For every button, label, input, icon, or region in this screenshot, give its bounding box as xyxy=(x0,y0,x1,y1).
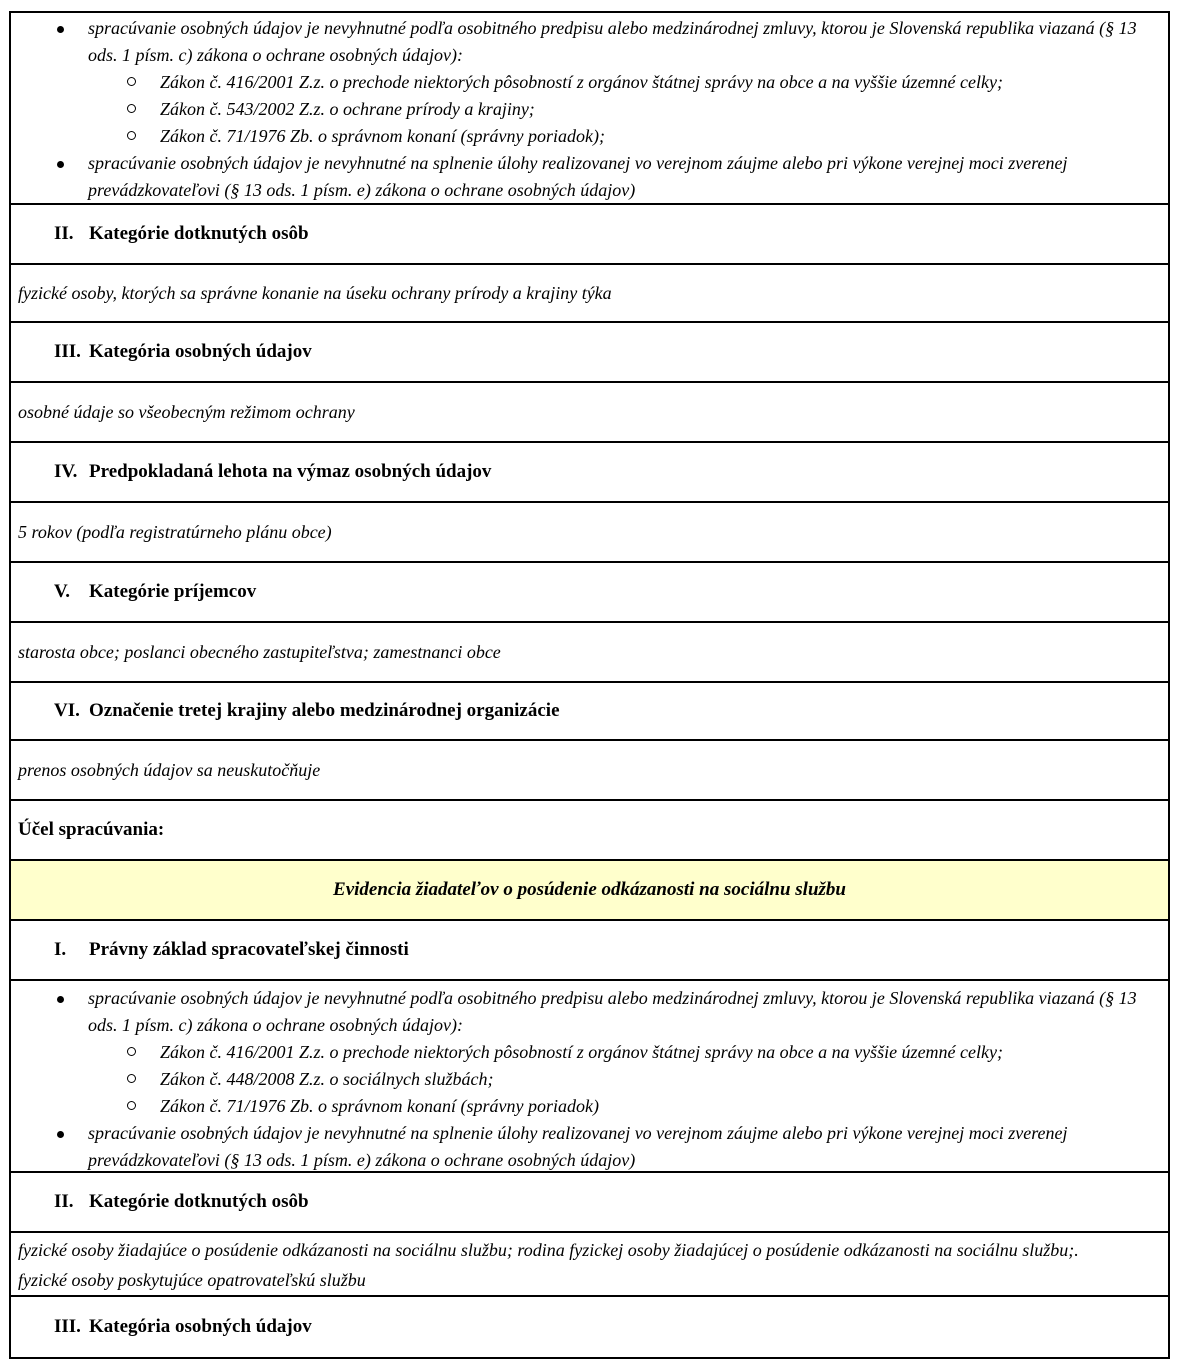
circle-bullet-icon xyxy=(127,1101,136,1110)
section-heading xyxy=(11,205,1168,265)
section-content: starosta obce; poslanci obecného zastupiteľstva; zamestnanci obce xyxy=(11,623,1168,683)
list-item xyxy=(11,1120,1168,1174)
section-heading xyxy=(11,683,1168,741)
bullet-icon xyxy=(57,26,64,33)
law-text: Zákon č. 543/2002 Z.z. o ochrane prírody a krajiny; xyxy=(160,99,535,119)
processing-records-table xyxy=(9,11,1170,1359)
section-content: fyzické osoby žiadajúce o posúdenie odkázanosti na sociálnu službu; rodina fyzickej osoby žiadajúcej o posúdenie odkázanosti na sociálnu službu;. fyzické osoby poskytujúce opatrovateľskú službu xyxy=(11,1233,1168,1297)
bullet-icon xyxy=(57,161,64,168)
section-title: Predpokladaná lehota na výmaz osobných údajov xyxy=(89,461,492,482)
list-item xyxy=(11,15,1168,69)
legal-basis-list xyxy=(11,13,1168,205)
list-item xyxy=(11,69,1168,96)
circle-bullet-icon xyxy=(127,104,136,113)
list-item xyxy=(11,150,1168,204)
section-title: Kategória osobných údajov xyxy=(89,1316,312,1337)
section-number: III. xyxy=(54,1316,81,1337)
section-title: Kategória osobných údajov xyxy=(89,341,312,362)
bullet-text: spracúvanie osobných údajov je nevyhnutné podľa osobitného predpisu alebo medzinárodnej zmluvy, ktorou je Slovenská republika viazaná (§ 13 ods. 1 písm. c) zákona o ochrane osobných údajov): xyxy=(88,18,1137,65)
section-heading xyxy=(11,563,1168,623)
bullet-text: spracúvanie osobných údajov je nevyhnutné na splnenie úlohy realizovanej vo verejnom záujme alebo pri výkone verejnej moci zverenej prevádzkovateľovi (§ 13 ods. 1 písm. e) zákona o ochrane osobných údajov) xyxy=(88,153,1068,200)
section-heading xyxy=(11,323,1168,383)
circle-bullet-icon xyxy=(127,1074,136,1083)
section-number: IV. xyxy=(54,461,78,482)
section-number: I. xyxy=(54,939,67,960)
section-number: VI. xyxy=(54,700,80,721)
section-content: 5 rokov (podľa registratúrneho plánu obce) xyxy=(11,503,1168,563)
section-heading xyxy=(11,1297,1168,1359)
section-title: Kategórie dotknutých osôb xyxy=(89,1191,309,1212)
law-text: Zákon č. 416/2001 Z.z. o prechode niektorých pôsobností z orgánov štátnej správy na obce a na vyššie územné celky; xyxy=(160,1042,1003,1062)
bullet-text: spracúvanie osobných údajov je nevyhnutné podľa osobitného predpisu alebo medzinárodnej zmluvy, ktorou je Slovenská republika viazaná (§ 13 ods. 1 písm. c) zákona o ochrane osobných údajov): xyxy=(88,988,1137,1035)
section-number: II. xyxy=(54,1191,74,1212)
list-item xyxy=(11,123,1168,150)
list-item xyxy=(11,1093,1168,1120)
section-content: prenos osobných údajov sa neuskutočňuje xyxy=(11,741,1168,801)
bullet-icon xyxy=(57,996,64,1003)
purpose-title: Evidencia žiadateľov o posúdenie odkázanosti na sociálnu službu xyxy=(11,861,1168,921)
purpose-label: Účel spracúvania: xyxy=(11,801,1168,861)
section-title: Kategórie dotknutých osôb xyxy=(89,223,309,244)
circle-bullet-icon xyxy=(127,1047,136,1056)
bullet-text: spracúvanie osobných údajov je nevyhnutné na splnenie úlohy realizovanej vo verejnom záujme alebo pri výkone verejnej moci zverenej prevádzkovateľovi (§ 13 ods. 1 písm. e) zákona o ochrane osobných údajov) xyxy=(88,1123,1068,1170)
law-text: Zákon č. 71/1976 Zb. o správnom konaní (správny poriadok); xyxy=(160,126,605,146)
list-item xyxy=(11,1066,1168,1093)
bullet-icon xyxy=(57,1131,64,1138)
section-content: fyzické osoby, ktorých sa správne konanie na úseku ochrany prírody a krajiny týka xyxy=(11,265,1168,323)
section-heading xyxy=(11,1173,1168,1233)
list-item xyxy=(11,985,1168,1039)
section-number: II. xyxy=(54,223,74,244)
law-text: Zákon č. 416/2001 Z.z. o prechode niektorých pôsobností z orgánov štátnej správy na obce a na vyššie územné celky; xyxy=(160,72,1003,92)
section-number: III. xyxy=(54,341,81,362)
law-text: Zákon č. 448/2008 Z.z. o sociálnych službách; xyxy=(160,1069,494,1089)
law-text: Zákon č. 71/1976 Zb. o správnom konaní (správny poriadok) xyxy=(160,1096,599,1116)
section-heading xyxy=(11,443,1168,503)
section-number: V. xyxy=(54,581,71,602)
section-title: Kategórie príjemcov xyxy=(89,581,257,602)
list-item xyxy=(11,1039,1168,1066)
section-title: Označenie tretej krajiny alebo medzinárodnej organizácie xyxy=(89,700,560,721)
list-item xyxy=(11,96,1168,123)
section-content: osobné údaje so všeobecným režimom ochrany xyxy=(11,383,1168,443)
circle-bullet-icon xyxy=(127,77,136,86)
section-title: Právny základ spracovateľskej činnosti xyxy=(89,939,409,960)
legal-basis-list xyxy=(11,981,1168,1173)
section-heading xyxy=(11,921,1168,981)
circle-bullet-icon xyxy=(127,131,136,140)
